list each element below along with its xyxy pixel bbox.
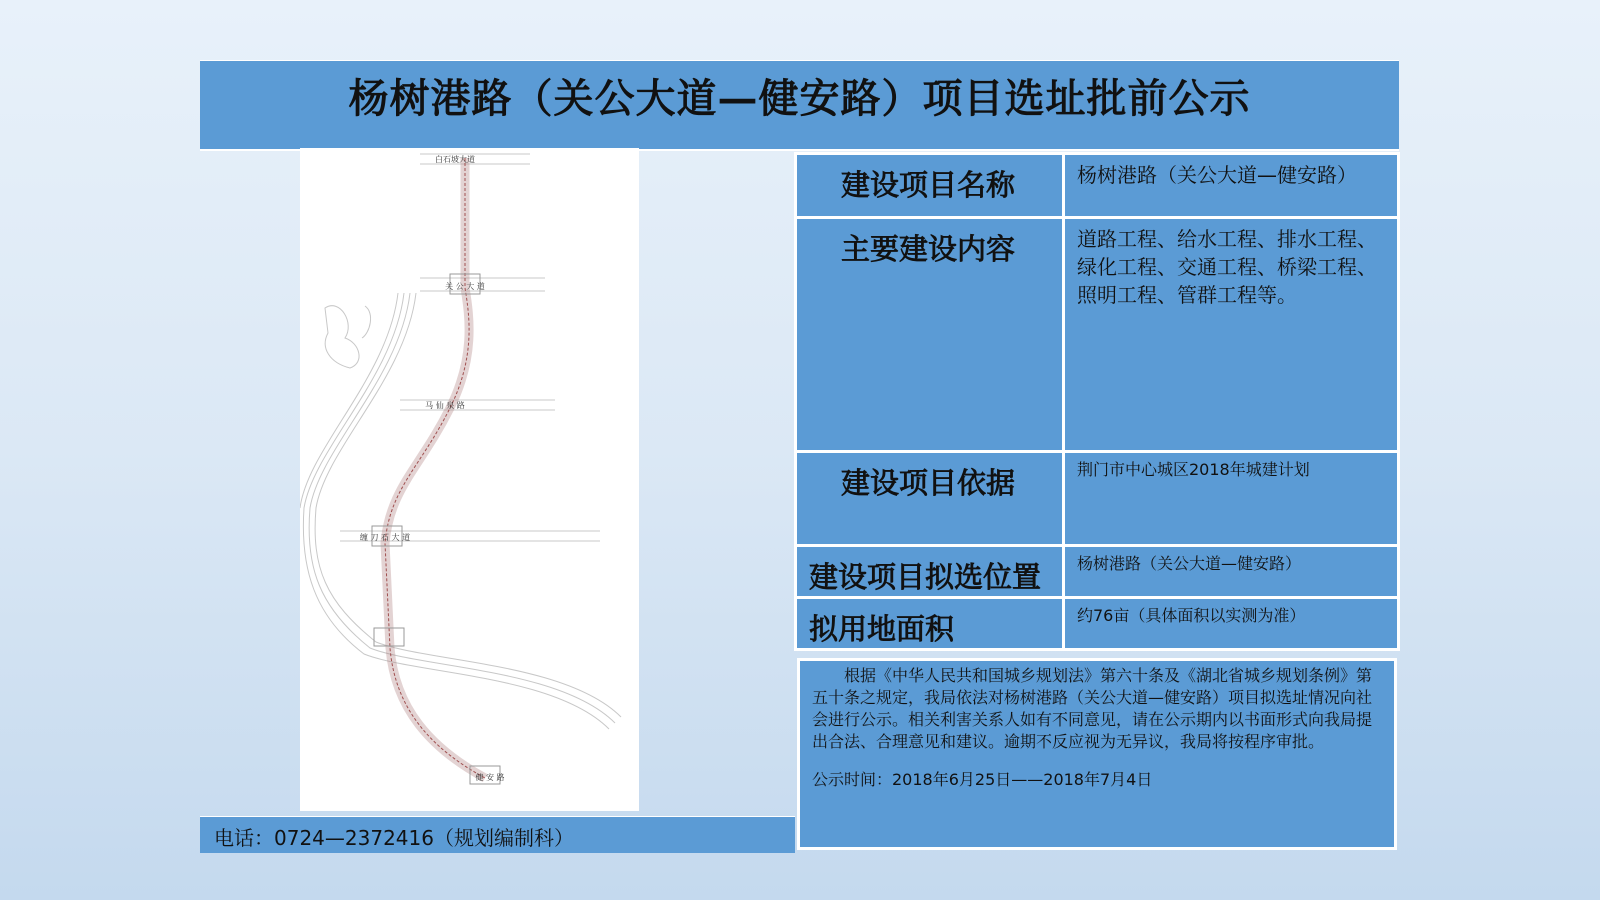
- row-key: 建设项目名称: [796, 154, 1064, 218]
- road-label-jianan: 健 安 路: [475, 773, 505, 782]
- road-label-baishipo: 白石坡大道: [435, 155, 475, 164]
- road-label-chandaoshi: 缠 刀 石 大 道: [359, 533, 411, 542]
- phone-bar: [200, 816, 795, 853]
- row-key: 主要建设内容: [796, 218, 1064, 452]
- row-value: 杨树港路（关公大道—健安路）: [1064, 546, 1399, 598]
- table-row: [796, 546, 1399, 598]
- route-map-drawing: [300, 148, 639, 811]
- row-value: 约76亩（具体面积以实测为准）: [1064, 598, 1399, 650]
- row-value: 杨树港路（关公大道—健安路）: [1064, 154, 1399, 218]
- page-title: 杨树港路（关公大道—健安路）项目选址批前公示: [348, 75, 1251, 122]
- row-value: 荆门市中心城区2018年城建计划: [1064, 452, 1399, 546]
- table-row: [796, 598, 1399, 650]
- row-value: 道路工程、给水工程、排水工程、绿化工程、交通工程、桥梁工程、照明工程、管群工程等。: [1064, 218, 1399, 452]
- notice-date: 公示时间：2018年6月25日——2018年7月4日: [812, 770, 1153, 789]
- road-label-guangong: 关 公 大 道: [445, 282, 485, 291]
- phone-number: 电话：0724—2372416（规划编制科）: [214, 826, 574, 850]
- row-key: 拟用地面积: [796, 598, 1064, 650]
- title-bar: [200, 60, 1399, 151]
- row-key: 建设项目拟选位置: [796, 546, 1064, 598]
- table-row: [796, 452, 1399, 546]
- project-info-table: [794, 152, 1400, 651]
- table-row: [796, 218, 1399, 452]
- notice-box: [797, 658, 1397, 850]
- route-map: [300, 148, 639, 811]
- table-row: [796, 154, 1399, 218]
- notice-body: 根据《中华人民共和国城乡规划法》第六十条及《湖北省城乡规划条例》第五十条之规定，我局依法对杨树港路（关公大道—健安路）项目拟选址情况向社会进行公示。相关利害关系人如有不同意见，请在公示期内以书面形式向我局提出合法、合理意见和建议。逾期不反应视为无异议，我局将按程序审批。: [812, 666, 1373, 751]
- row-key: 建设项目依据: [796, 452, 1064, 546]
- road-label-maxianquan: 马 仙 泉 路: [425, 401, 465, 410]
